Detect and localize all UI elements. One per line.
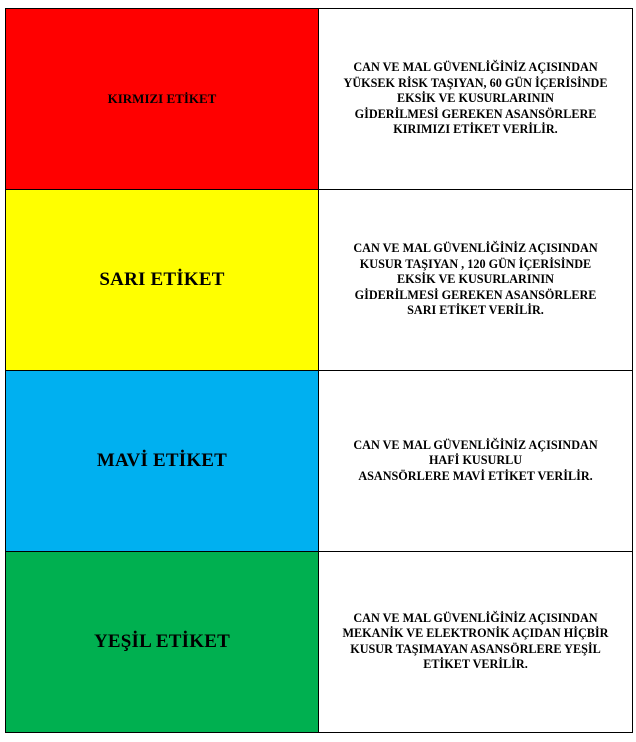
yellow-label-description: CAN VE MAL GÜVENLİĞİNİZ AÇISINDAN KUSUR TAŞIYAN , 120 GÜN İÇERİSİNDE EKSİK VE KUSURLARININ GİDERİLMESİ GEREKEN ASANSÖRLERE SARI ETİKET VERİLİR. — [353, 241, 598, 317]
blue-label-description-cell — [319, 371, 633, 552]
blue-label-title: MAVİ ETİKET — [96, 450, 228, 471]
table-row-green — [6, 552, 633, 733]
green-label-description-cell — [319, 552, 633, 733]
red-label-cell — [6, 9, 319, 190]
blue-label-cell — [6, 371, 319, 552]
yellow-label-description-cell — [319, 190, 633, 371]
red-label-description-cell — [319, 9, 633, 190]
table-row-blue — [6, 371, 633, 552]
red-label-description: CAN VE MAL GÜVENLİĞİNİZ AÇISINDAN YÜKSEK RİSK TAŞIYAN, 60 GÜN İÇERİSİNDE EKSİK VE KUSURLARININ GİDERİLMESİ GEREKEN ASANSÖRLERE KIRIMIZI ETİKET VERİLİR. — [343, 60, 608, 136]
green-label-cell — [6, 552, 319, 733]
green-label-title: YEŞİL ETİKET — [94, 631, 230, 652]
label-table — [5, 8, 633, 733]
table-row-red — [6, 9, 633, 190]
table-row-yellow — [6, 190, 633, 371]
blue-label-description: CAN VE MAL GÜVENLİĞİNİZ AÇISINDAN HAFİ KUSURLU ASANSÖRLERE MAVİ ETİKET VERİLİR. — [353, 437, 598, 483]
red-label-title: KIRMIZI ETİKET — [107, 91, 217, 106]
green-label-description: CAN VE MAL GÜVENLİĞİNİZ AÇISINDAN MEKANİK VE ELEKTRONİK AÇIDAN HİÇBİR KUSUR TAŞIMAYAN ASANSÖRLERE YEŞİL ETİKET VERİLİR. — [342, 610, 609, 672]
yellow-label-cell — [6, 190, 319, 371]
yellow-label-title: SARI ETİKET — [99, 269, 225, 290]
